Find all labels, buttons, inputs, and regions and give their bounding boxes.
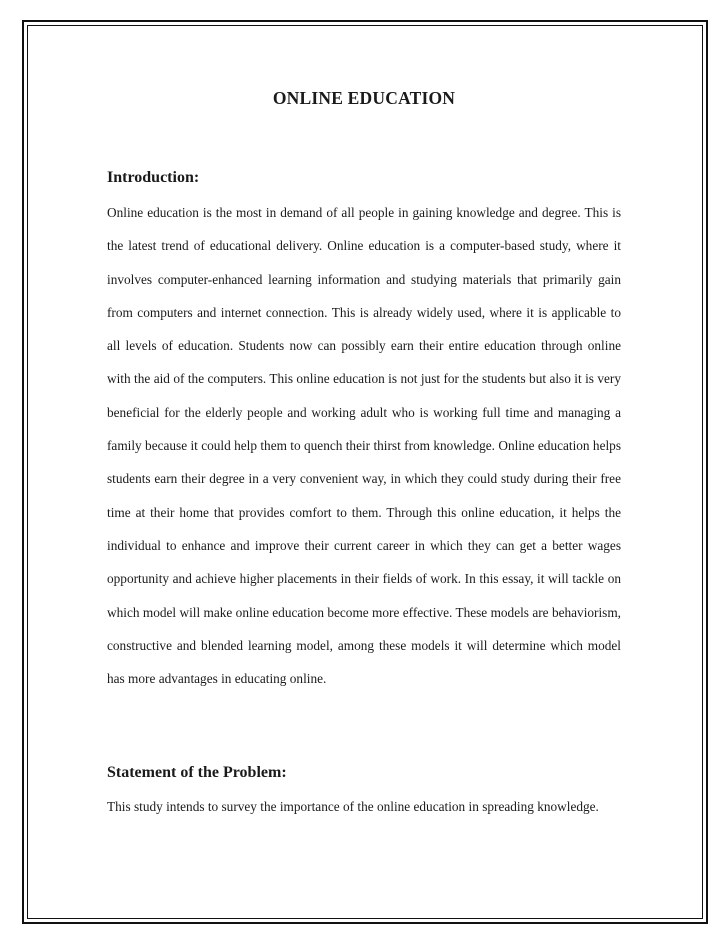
section-paragraph-statement-of-problem: This study intends to survey the importance of the online education in spreading knowledge. <box>107 799 599 814</box>
document-title: ONLINE EDUCATION <box>272 88 456 108</box>
section-introduction <box>107 169 621 695</box>
section-paragraph-introduction: Online education is the most in demand of all people in gaining knowledge and degree. This is the latest trend of educational delivery. Online education is a computer-based study, where it involves computer-enhanced learning information and studying materials that primarily gain from computers and internet connection. This is already widely used, where it is applicable to all levels of education. Students now can possibly earn their entire education through online with the aid of the computers. This online education is not just for the students but also it is very beneficial for the elderly people and working adult who is working full time and managing a family because it could help them to quench their thirst from knowledge. Online education helps students earn their degree in a very convenient way, in which they could study during their free time at their home that provides comfort to them. Through this online education, it helps the individual to enhance and improve their current career in which they can get a better wages opportunity and achieve higher placements in their fields of work. In this essay, it will tackle on which model will make online education become more effective. These models are behaviorism, constructive and blended learning model, among these models it will determine which model has more advantages in educating online. <box>107 205 621 687</box>
section-heading-introduction: Introduction: <box>107 169 200 186</box>
section-heading-statement-of-problem: Statement of the Problem: <box>107 764 287 781</box>
section-statement-of-problem <box>107 764 621 823</box>
